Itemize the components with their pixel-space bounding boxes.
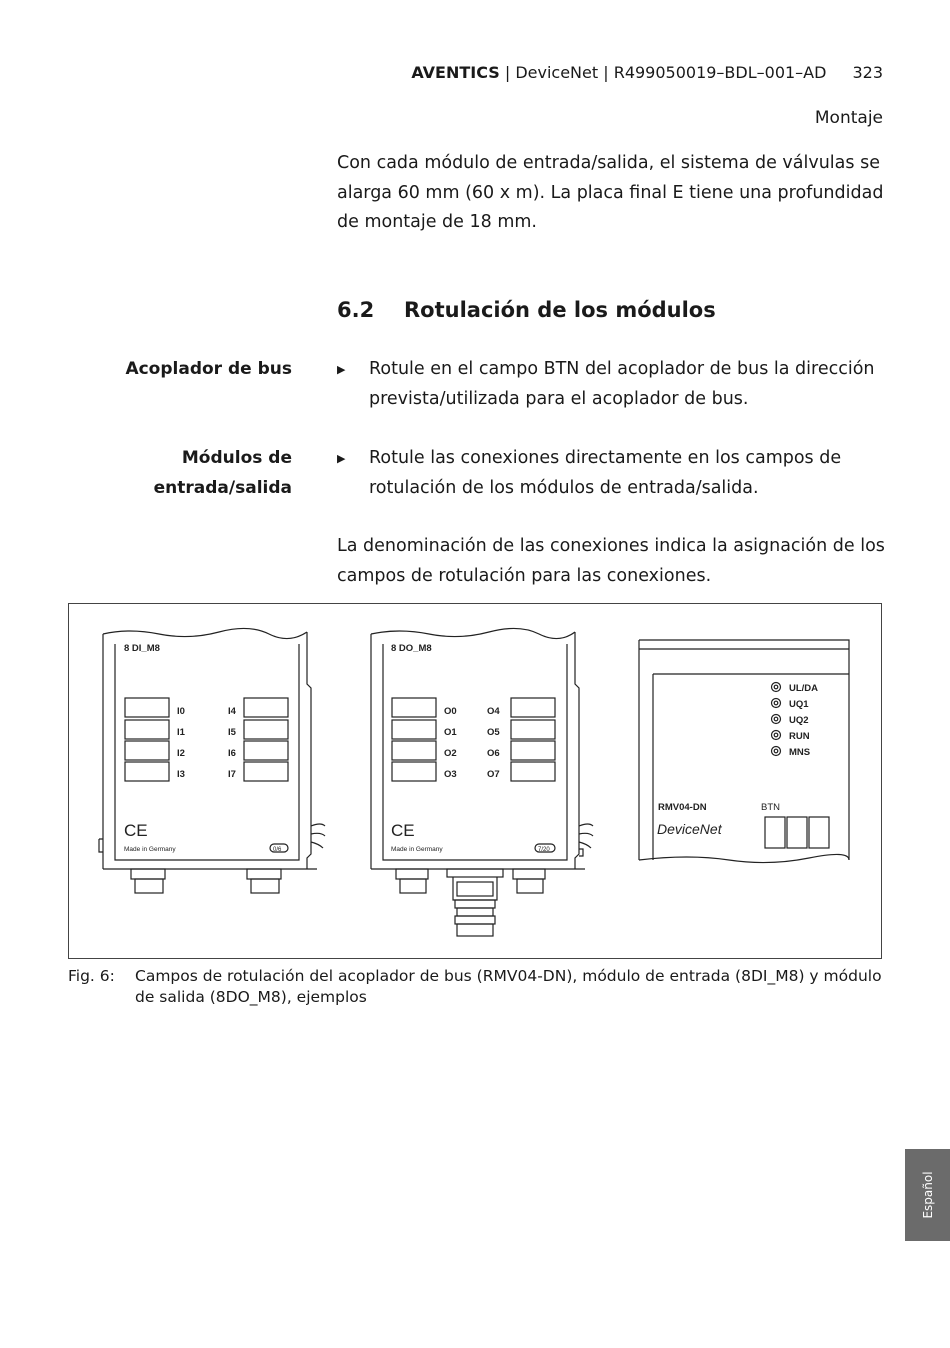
input-module-drawing — [99, 628, 325, 893]
header-document: | DeviceNet | R499050019–BDL–001–AD — [499, 63, 827, 82]
io-label: I7 — [228, 769, 236, 780]
input-module-label: 8 DI_M8 — [124, 643, 160, 654]
io-label: I3 — [177, 769, 185, 780]
io-label: I4 — [228, 706, 236, 717]
side-label-line2: entrada/salida — [153, 477, 292, 498]
side-label-io-modules — [60, 444, 292, 503]
closing-paragraph: La denominación de las conexiones indica la asignación de los campos de rotulación para las conexiones. — [337, 536, 885, 586]
io-label: I1 — [177, 727, 185, 738]
side-label-line1: Módulos de — [181, 448, 292, 468]
led-label: UQ1 — [789, 699, 809, 710]
figure-6 — [68, 603, 882, 959]
io-label: I0 — [177, 706, 185, 717]
side-label-bus-coupler: Acoplador de bus — [125, 359, 292, 379]
page-number: 323 — [852, 63, 883, 82]
io-label: O5 — [487, 727, 500, 738]
made-in-label: Made in Germany — [124, 846, 176, 853]
io-label: O3 — [444, 769, 457, 780]
bullet-triangle-icon: ▶ — [337, 452, 346, 465]
io-label: O7 — [487, 769, 500, 780]
io-label: I2 — [177, 748, 185, 759]
devicenet-logo: DeviceNet — [657, 821, 722, 837]
module-code: 7/20 — [538, 847, 550, 853]
io-label: I6 — [228, 748, 236, 759]
bullet-text: Rotule en el campo BTN del acoplador de bus la dirección prevista/utilizada para el acoplador de bus. — [369, 359, 875, 409]
made-in-label: Made in Germany — [391, 846, 443, 853]
language-tab-label: Español — [920, 1171, 935, 1219]
led-label: RUN — [789, 731, 810, 742]
output-module-drawing — [371, 628, 593, 936]
io-label: O0 — [444, 706, 457, 717]
heading-title: Rotulación de los módulos — [404, 298, 716, 322]
io-label: O4 — [487, 706, 500, 717]
running-header — [300, 63, 883, 82]
intro-paragraph: Con cada módulo de entrada/salida, el sistema de válvulas se alarga 60 mm (60 x m). La placa final E tiene una profundidad de montaje de 18 mm. — [337, 153, 884, 232]
bus-coupler-model: RMV04-DN — [658, 802, 707, 813]
io-label: O2 — [444, 748, 457, 759]
led-label: UQ2 — [789, 715, 809, 726]
language-tab — [905, 1149, 950, 1241]
bullet-item-io-modules — [337, 444, 887, 504]
bullet-triangle-icon: ▶ — [337, 363, 346, 376]
header-brand: AVENTICS — [411, 63, 500, 82]
figure-drawing — [69, 604, 881, 958]
section-name: Montaje — [814, 108, 883, 128]
caption-text: Campos de rotulación del acoplador de bus (RMV04-DN), módulo de entrada (8DI_M8) y módulo de salida (8DO_M8), ejemplos — [135, 967, 882, 1006]
io-label: I5 — [228, 727, 236, 738]
bullet-item-bus-coupler — [337, 355, 887, 415]
module-code: 0/6 — [273, 847, 282, 853]
ce-mark-icon: CE — [391, 821, 415, 840]
output-module-label: 8 DO_M8 — [391, 643, 432, 654]
io-label: O1 — [444, 727, 457, 738]
caption-label: Fig. 6: — [68, 967, 115, 985]
bullet-text: Rotule las conexiones directamente en los campos de rotulación de los módulos de entrada/salida. — [369, 448, 842, 498]
io-label: O6 — [487, 748, 500, 759]
ce-mark-icon: CE — [124, 821, 148, 840]
section-heading — [337, 298, 716, 322]
heading-number: 6.2 — [337, 298, 375, 322]
led-label: UL/DA — [789, 683, 819, 694]
led-label: MNS — [789, 747, 811, 758]
btn-label: BTN — [761, 802, 780, 813]
